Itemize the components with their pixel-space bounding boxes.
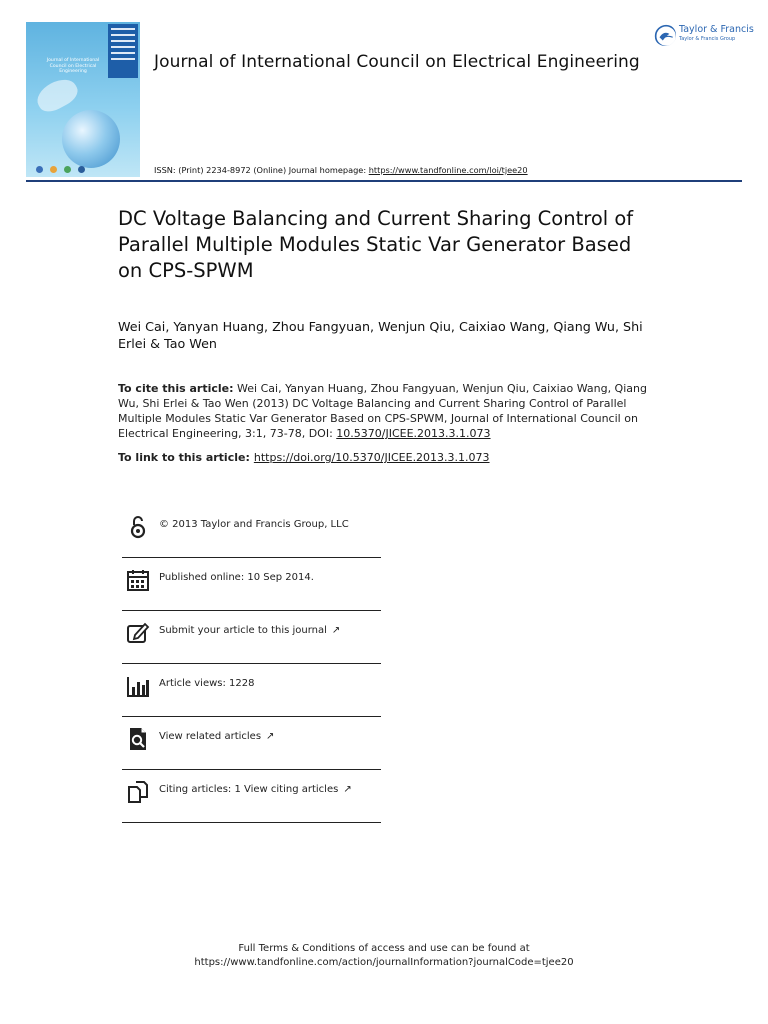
cover-logos [36, 158, 92, 177]
citation-block [118, 381, 648, 441]
citing-articles-text: Citing articles: 1 View citing articles [159, 784, 339, 795]
issn-text: ISSN: (Print) 2234-8972 (Online) Journal homepage: [154, 165, 369, 175]
info-row-license [122, 505, 381, 558]
publisher-subname: Taylor & Francis Group [679, 36, 736, 42]
external-link-icon: ↗ [343, 784, 352, 795]
terms-footer [0, 942, 768, 970]
cover-issn-strip [108, 24, 138, 78]
citing-articles-icon [126, 780, 150, 804]
journal-homepage-link[interactable]: https://www.tandfonline.com/loi/tjee20 [368, 165, 528, 175]
publisher-name: Taylor & Francis [679, 24, 754, 35]
article-link-line [118, 451, 490, 464]
info-row-views [122, 664, 381, 717]
divider [122, 822, 381, 823]
open-access-icon [126, 515, 150, 539]
cite-text: Wei Cai, Yanyan Huang, Zhou Fangyuan, Wenjun Qiu, Caixiao Wang, Qiang Wu, Shi Erlei & Tao Wen (2013) DC Voltage Balancing and Current Sharing Control of Parallel Multiple Modules Static Var Generator Based on CPS-SPWM, Journal of International Council on Electrical Engineering, 3:1, 73-78, DOI: [118, 382, 647, 440]
footer-terms-url[interactable]: https://www.tandfonline.com/action/journalInformation?journalCode=tjee20 [194, 957, 574, 968]
journal-name: Journal of International Council on Electrical Engineering [154, 52, 640, 72]
external-link-icon: ↗ [266, 731, 275, 742]
issn-line [154, 165, 528, 175]
cover-title: Journal of International Council on Electrical Engineering [46, 58, 100, 74]
info-row-related[interactable] [122, 717, 381, 770]
footer-terms-text: Full Terms & Conditions of access and use can be found at [238, 943, 530, 954]
taylor-francis-logo-icon [654, 24, 676, 46]
related-articles-link[interactable] [159, 731, 274, 742]
article-views-text: Article views: 1228 [159, 678, 255, 689]
doi-link[interactable]: 10.5370/JICEE.2013.3.1.073 [336, 427, 491, 440]
submit-article-text: Submit your article to this journal [159, 625, 327, 636]
link-label: To link to this article: [118, 451, 250, 464]
edit-icon [126, 621, 150, 645]
cite-label: To cite this article: [118, 382, 234, 395]
info-row-submit[interactable] [122, 611, 381, 664]
bar-chart-icon [126, 674, 150, 698]
header-rule [26, 180, 742, 182]
info-row-published [122, 558, 381, 611]
license-text: © 2013 Taylor and Francis Group, LLC [159, 519, 349, 530]
cover-hand-graphic [32, 74, 81, 117]
search-document-icon [126, 727, 150, 751]
journal-cover-image [26, 22, 140, 177]
article-doi-url-link[interactable]: https://doi.org/10.5370/JICEE.2013.3.1.073 [253, 451, 490, 464]
article-authors: Wei Cai, Yanyan Huang, Zhou Fangyuan, Wenjun Qiu, Caixiao Wang, Qiang Wu, Shi Erlei & Tao Wen [118, 319, 643, 351]
submit-article-link[interactable] [159, 625, 340, 636]
citing-articles-link[interactable] [159, 784, 352, 795]
info-row-citing[interactable] [122, 770, 381, 823]
published-online-text: Published online: 10 Sep 2014. [159, 572, 314, 583]
external-link-icon: ↗ [331, 625, 341, 636]
article-title: DC Voltage Balancing and Current Sharing Control of Parallel Multiple Modules Static Var Generator Based on CPS-SPWM [118, 207, 634, 282]
calendar-icon [126, 568, 150, 592]
related-articles-text: View related articles [159, 731, 262, 742]
